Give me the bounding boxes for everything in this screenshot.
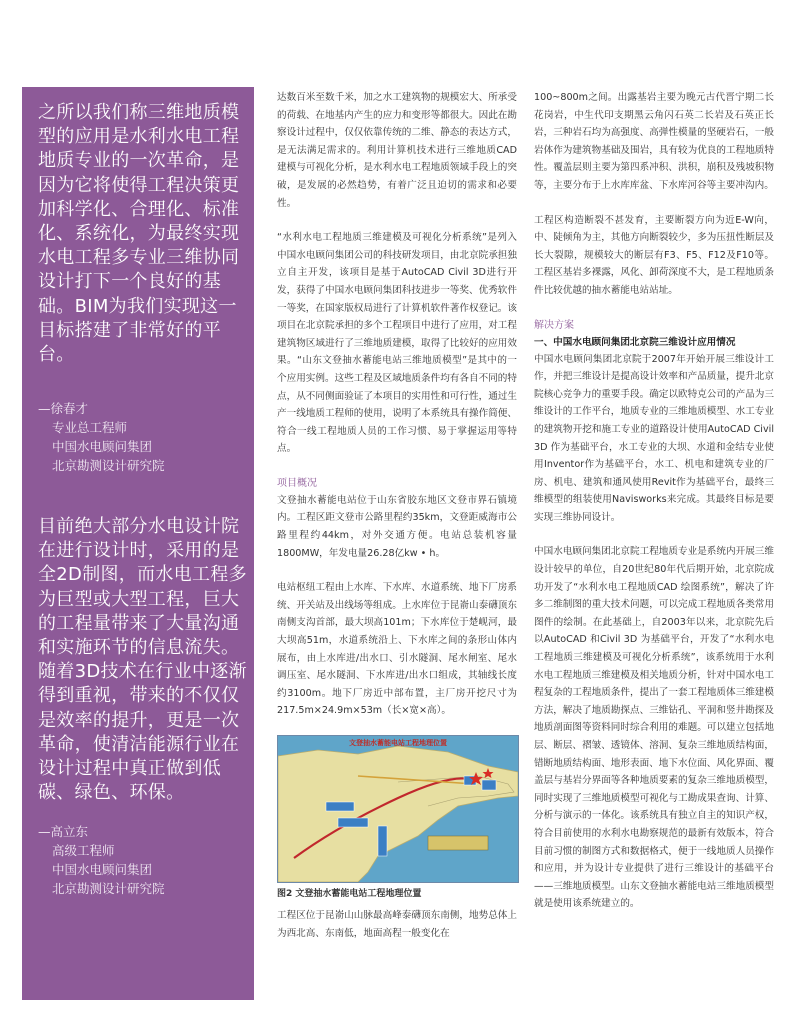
paragraph: 中国水电顾问集团北京院于2007年开始开展三维设计工作，并把三维设计是提高设计效率和产品质量，提升北京院核心竞争力的重要手段。确定以欧特克公司的产品为三维设计的工作平台，地质专业的三维地质模型、水工专业的建筑物开挖和施工专业的道路设计使用AutoCAD Civil 3D 作为基础平台，水工专业的大坝、水道和金结专业使用Inventor作为基础平台，水工、机电和建筑专业的厂房、机电、建筑和通风使用Revit作为基础平台，最终三维模型的组装使用Navisworks来完成。其最终目标是要实现三维协同设计。 [534, 353, 774, 523]
map-graphic [278, 736, 518, 882]
attribution-dept: 北京勘测设计研究院 [52, 881, 165, 896]
paragraph: 达数百米至数千米，加之水工建筑物的规模宏大、所承受的荷载、在地基内产生的应力和变形等都很大。因此在勘察设计过程中，仅仅依靠传统的二维、静态的表达方式，是无法满足需求的。利用计算机技术进行三维地质CAD建模与可视化分析，是水利水电工程地质领域手段上的突破，是发展的必然趋势，有着广泛且迫切的需求和必要性。 [277, 92, 517, 209]
section-title-solution: 解决方案 [534, 319, 574, 331]
article-column-1 [277, 89, 517, 720]
pull-quote-2: 目前绝大部分水电设计院在进行设计时，采用的是全2D制图，而水电工程多为巨型或大型工程，巨大的工程量带来了大量沟通和实施环节的信息流失。随着3D技术在行业中逐渐得到重视，带来的不仅仅是效率的提升，更是一次革命，使清洁能源行业在设计过程中真正做到低碳、绿色、环保。 [38, 516, 247, 804]
attribution-title: 专业总工程师 [52, 420, 128, 435]
attribution-name: —徐春才 [38, 401, 89, 416]
figure-title: 文登抽水蓄能电站工程地理位置 [349, 739, 447, 747]
paragraph: 中国水电顾问集团北京院工程地质专业是系统内开展三维设计较早的单位，自20世纪80年代后期开始，北京院成功开发了“水利水电工程地质CAD 绘图系统”，解决了许多二维制图的重大技术问题，可以完成工程地质各类常用图件的绘制。在此基础上，自2003年以来，北京院先后以AutoCAD 和Civil 3D 为基础平台，开发了“水利水电工程地质三维建模及可视化分析系统”，该系统用于水利水电工程地质三维建模及相关地质分析，针对中国水电工程复杂的工程地质条件，提出了一套工程地质体三维建模方法，解决了地质勘探点、三维钻孔、平洞和竖井勘探及地质剖面图等资料同时综合利用的难题。可以建立包括地层、断层、褶皱、透镜体、溶洞、复杂三维地质结构面，错断地质结构面、地形表面、地下水位面、风化界面、覆盖层与基岩分界面等各种地质要素的复杂三维地质模型，同时实现了三维地质模型可视化与工勘成果查询、计算、分析与演示的一体化。该系统具有独立自主的知识产权，符合目前使用的水利水电勘察规范的最新有效版本，符合目前习惯的制图方式和数据格式，便于一线地质人员操作和应用，并为设计专业提供了进行三维设计的基础平台——三维地质模型。山东文登抽水蓄能电站三维地质模型就是使用该系统建立的。 [534, 546, 774, 910]
attribution-title: 高级工程师 [52, 843, 115, 858]
figure-caption: 图2 文登抽水蓄能电站工程地理位置 [277, 889, 422, 899]
paragraph: “水利水电工程地质三维建模及可视化分析系统”是列入中国水电顾问集团公司的科技研发项目，由北京院承担独立自主开发，该项目是基于AutoCAD Civil 3D进行开发，获得了中国水电顾问集团科技进步一等奖、优秀软件一等奖，在国家版权局进行了计算机软件著作权登记。该项目在北京院承担的多个工程项目中进行了应用，对工程建筑物区域进行了三维地质建模，取得了比较好的应用效果。“山东文登抽水蓄能电站三维地质模型”是其中的一个应用实例。这些工程及区域地质条件均有各自不同的特点，从不同侧面验证了本项目的实用性和可行性，通过生产一线地质工程师的使用，说明了本系统具有操作简便、符合一线工程地质人员的工作习惯、易于掌握运用等特点。 [277, 232, 517, 455]
paragraph: 工程区构造断裂不甚发育，主要断裂方向为近E-W向，中、陡倾角为主，其他方向断裂较少，多为压扭性断层及长大裂隙，规模较大的断层有F3、F5、F12及F10等。工程区基岩多裸露，风化、卸荷深度不大，是工程地质条件比较优越的抽水蓄能电站站址。 [534, 214, 774, 296]
location-map-figure [277, 735, 519, 883]
article-column-2 [534, 89, 774, 913]
quote-attribution-2 [38, 822, 165, 898]
paragraph: 文登抽水蓄能电站位于山东省胶东地区文登市界石镇境内。工程区距文登市公路里程约35km，文登距威海市公路里程约44km，对外交通方便。电站总装机容量1800MW，年发电量26.28亿kw • h。 [277, 494, 517, 559]
quote-attribution-1 [38, 399, 165, 475]
paragraph: 工程区位于昆嵛山山脉最高峰泰礴顶东南侧，地势总体上为西北高、东南低，地面高程一般变化在 [277, 910, 517, 939]
attribution-name: —高立东 [38, 824, 89, 839]
section-title-project: 项目概况 [277, 477, 317, 489]
pull-quote-1: 之所以我们称三维地质模型的应用是水利水电工程地质专业的一次革命，是因为它将使得工程决策更加科学化、合理化、标准化、系统化，为最终实现水电工程多专业三维协同设计打下一个良好的基础。BIM为我们实现这一目标搭建了非常好的平台。 [38, 102, 240, 366]
paragraph: 100~800m之间。出露基岩主要为晚元古代晋宁期二长花岗岩，中生代印支期黑云角闪石英二长岩及石英正长岩，三种岩石均为高强度、高弹性模量的坚硬岩石，一般岩体作为建筑物基础及围岩，具有较为优良的工程地质特性。覆盖层则主要为第四系冲积、洪积，崩积及残坡积物等，主要分布于上水库库盆、下水库河谷等主要冲沟内。 [534, 92, 774, 191]
subsection-title: 一、中国水电顾问集团北京院三维设计应用情况 [534, 336, 736, 348]
attribution-org: 中国水电顾问集团 [52, 862, 153, 877]
attribution-org: 中国水电顾问集团 [52, 439, 153, 454]
paragraph: 电站枢纽工程由上水库、下水库、水道系统、地下厂房系统、开关站及出线场等组成。上水库位于昆嵛山泰礴顶东南侧支沟首部，最大坝高101m；下水库位于楚岘河，最大坝高51m，水道系统沿上、下水库之间的条形山体内展布，由上水库进/出水口、引水隧洞、尾水闸室、尾水调压室、尾水隧洞、下水库进/出水口组成，其轴线长度约3100m。地下厂房近中部布置，主厂房开挖尺寸为217.5m×24.9m×53m（长×宽×高）。 [277, 582, 517, 717]
attribution-dept: 北京勘测设计研究院 [52, 458, 165, 473]
